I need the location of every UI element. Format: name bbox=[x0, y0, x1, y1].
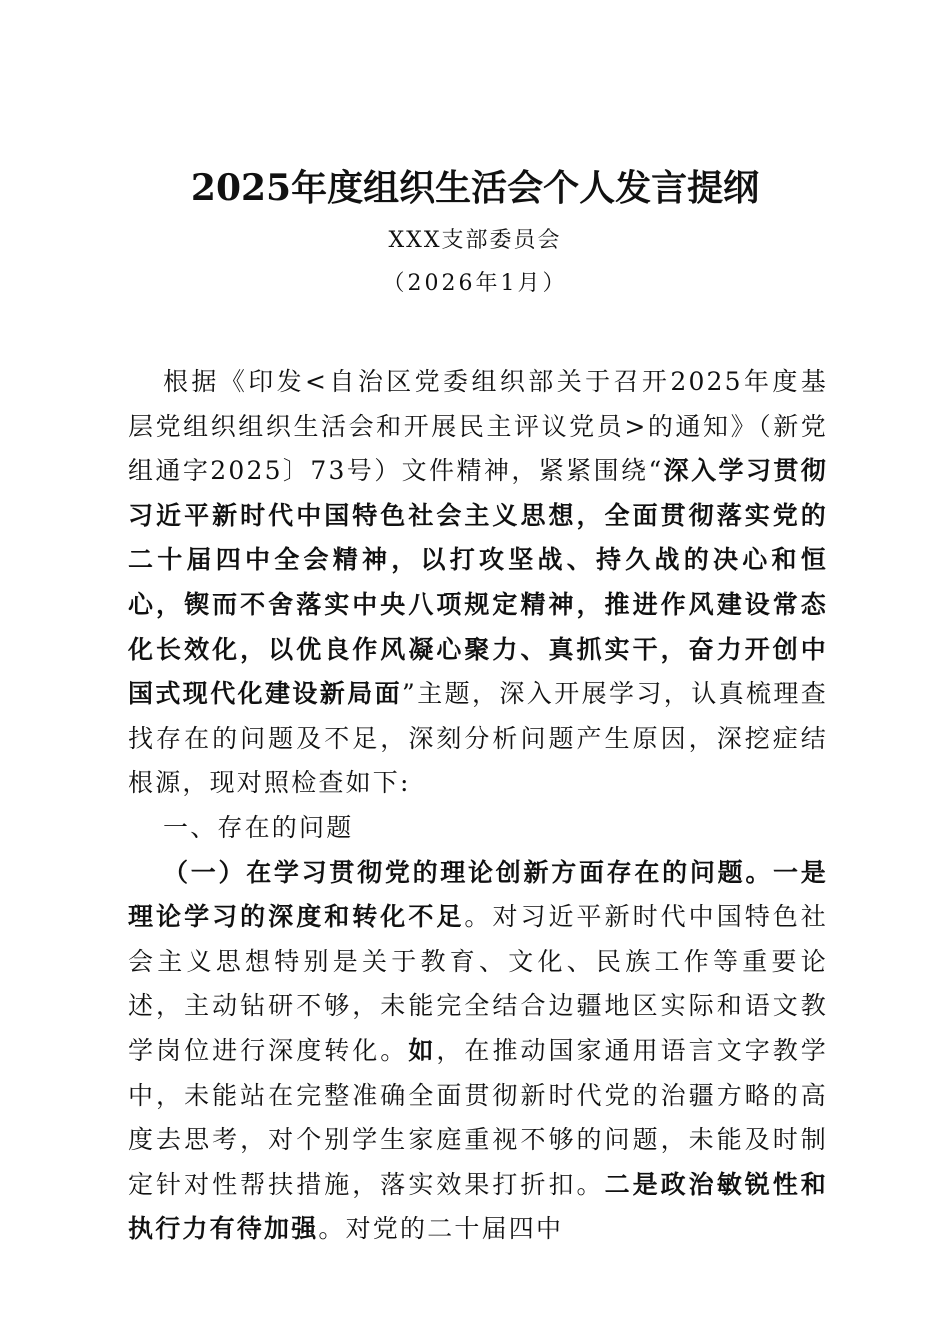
intro-text-1: 根据《印发<自治区党委组织部关于召开2025年度基层党组织组织生活会和开展民主评议党员>的通知》（新党组通字2025〕73号）文件精神，紧紧围绕“ bbox=[128, 367, 828, 486]
section1-text-1: 。对习近平新时代中国特色社会主义思想特别是关于教育、文化、民族工作等重要论述，主动钻研不够，未能完全结合边疆地区实际和语文教学岗位进行深度转化。 bbox=[128, 902, 828, 1065]
section1-paragraph bbox=[128, 851, 828, 1252]
document-body bbox=[128, 360, 828, 1252]
intro-paragraph bbox=[128, 360, 828, 806]
document-title: 2025年度组织生活会个人发言提纲 bbox=[190, 167, 760, 209]
document-date: （2026年1月） bbox=[382, 271, 568, 296]
section1-text-3: 。对党的二十届四中 bbox=[318, 1214, 564, 1244]
intro-text-3: ”主题，深入开展学习，认真梳理查找存在的问题及不足，深刻分析问题产生原因，深挖症结根源，现对照检查如下: bbox=[128, 679, 828, 798]
section1-bold-1: （一）在学习贯彻党的理论创新方面存在的问题。一是理论学习的深度和转化不足 bbox=[128, 857, 828, 932]
section1-text-2: ，在推动国家通用语言文字教学中，未能站在完整准确全面贯彻新时代党的治疆方略的高度去思考，对个别学生家庭重视不够的问题，未能及时制定针对性帮扶措施，落实效果打折扣。 bbox=[128, 1035, 828, 1199]
intro-theme-bold: 深入学习贯彻习近平新时代中国特色社会主义思想，全面贯彻落实党的二十届四中全会精神，以打攻坚战、持久战的决心和恒心，锲而不舍落实中央八项规定精神，推进作风建设常态化长效化，以优良作风凝心聚力、真抓实干，奋力开创中国式现代化建设新局面 bbox=[128, 456, 829, 709]
section1-bold-3: 二是政治敏锐性和执行力有待加强 bbox=[128, 1169, 828, 1244]
document-subtitle: XXX支部委员会 bbox=[388, 228, 562, 253]
section1-bold-2: 如 bbox=[408, 1035, 437, 1065]
section1-heading: 一、存在的问题 bbox=[163, 812, 354, 842]
